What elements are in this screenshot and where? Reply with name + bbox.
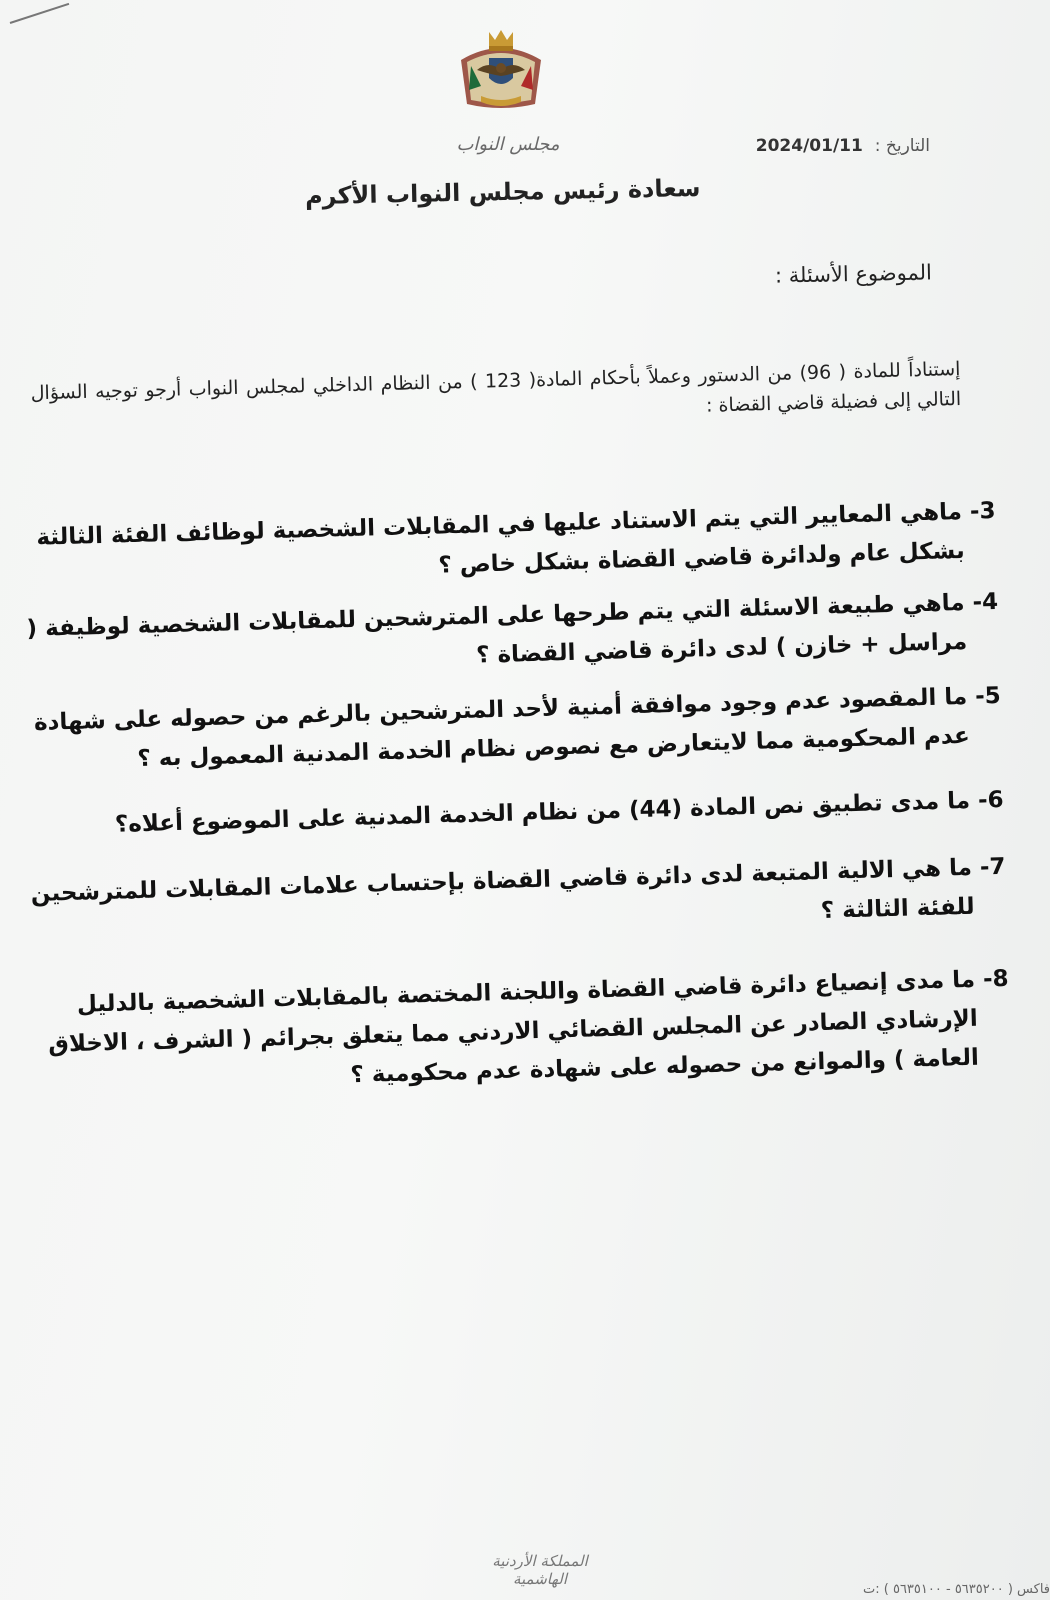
questions-list: [10, 492, 1011, 1117]
question-3: 3- ماهي المعايير التي يتم الاستناد عليها في المقابلات الشخصية لوظائف الفئة الثالثة بشكل عام ولدائرة قاضي القضاة بشكل خاص ؟: [36, 497, 996, 579]
date-value: 2024/01/11: [755, 136, 863, 156]
date-label: التاريخ :: [874, 136, 930, 156]
question-8: 8- ما مدى إنصياع دائرة قاضي القضاة واللجنة المختصة بالمقابلات الشخصية بالدليل الإرشادي الصادر عن المجلس القضائي الاردني مما يتعلق بجرائم ( الشرف ، الاخلاق العامة ) والموانع من حصوله على شهادة عدم محكومية ؟: [47, 965, 1009, 1089]
date-line: [756, 136, 930, 156]
footer-contact: فاكس ( ٥٦٣٥٢٠٠ - ٥٦٣٥١٠٠ ) :ت: [863, 1582, 1050, 1597]
pen-mark: [10, 3, 70, 24]
question-7: 7- ما هي الالية المتبعة لدى دائرة قاضي القضاة بإحتساب علامات المقابلات للمترشحين للفئة الثالثة ؟: [30, 853, 1006, 925]
subject-line: الموضوع الأسئلة :: [774, 260, 933, 288]
question-4: 4- ماهي طبيعة الاسئلة التي يتم طرحها على المترشحين للمقابلات الشخصية لوظيفة ( مراسل + خازن ) لدى دائرة قاضي القضاة ؟: [26, 588, 999, 669]
question-6: 6- ما مدى تطبيق نص المادة (44) من نظام الخدمة المدنية على الموضوع أعلاه؟: [114, 786, 1004, 838]
intro-paragraph: إستناداً للمادة ( 96) من الدستور وعملاً بأحكام المادة( 123 ) من النظام الداخلي لمجلس النواب أرجو توجيه السؤال التالي إلى فضيلة قاضي القضاة :: [30, 357, 962, 417]
footer-logo: المملكة الأردنية الهاشمية: [492, 1552, 588, 1588]
council-name-logo: مجلس النواب: [456, 134, 560, 155]
question-5: 5- ما المقصود عدم وجود موافقة أمنية لأحد المترشحين بالرغم من حصوله على شهادة عدم المحكومية مما لايتعارض مع نصوص نظام الخدمة المدنية المعمول به ؟: [33, 682, 1002, 773]
coat-of-arms-icon: [455, 26, 547, 112]
addressee: سعادة رئيس مجلس النواب الأكرم: [304, 173, 701, 211]
